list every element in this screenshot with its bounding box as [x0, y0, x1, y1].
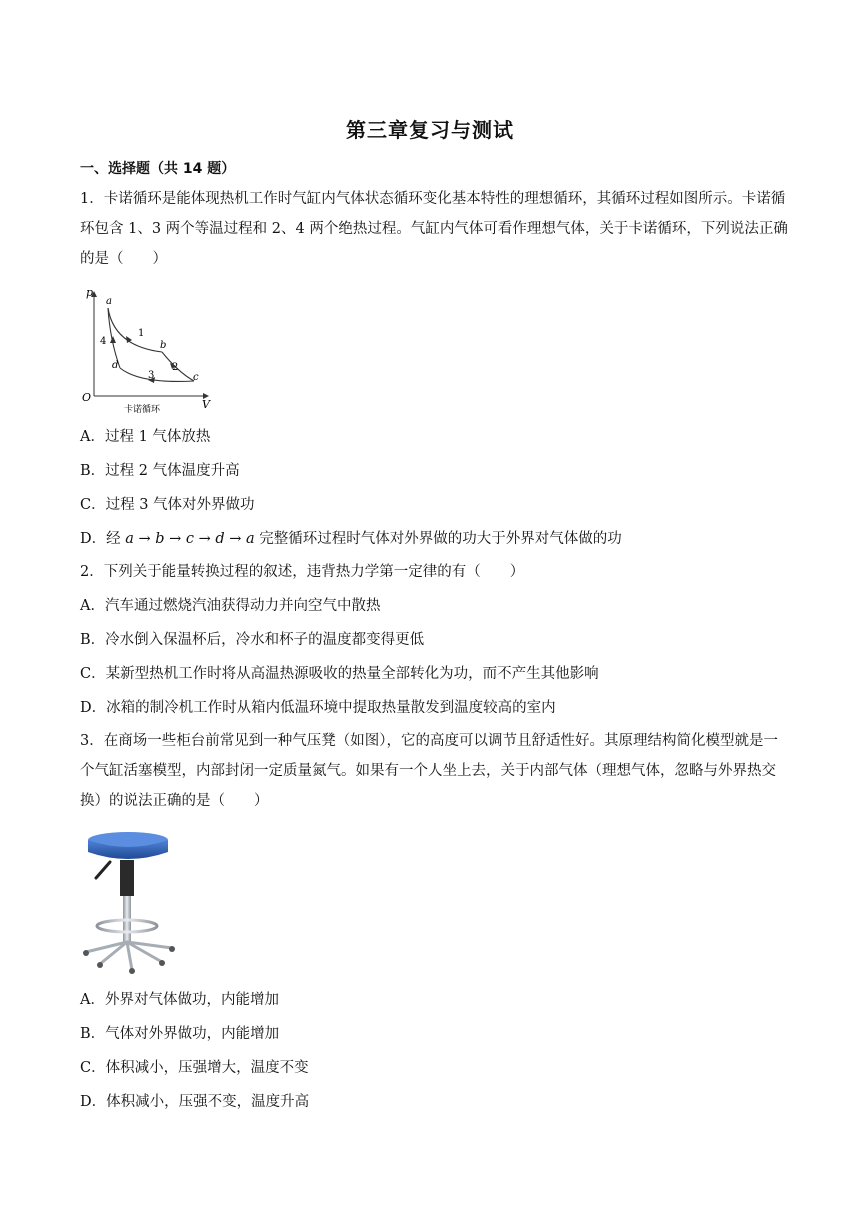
q2-option-c: C．某新型热机工作时将从高温热源吸收的热量全部转化为功，而不产生其他影响	[80, 666, 599, 682]
q3-option-b: B．气体对外界做功，内能增加	[80, 1026, 280, 1042]
q1-option-d-suffix: 完整循环过程时气体对外界做的功大于外界对气体做的功	[254, 531, 622, 547]
label-1: 1	[138, 328, 145, 339]
label-p: p	[86, 286, 94, 299]
curve-3-isotherm	[120, 368, 194, 381]
q1-option-b: B．过程 2 气体温度升高	[80, 463, 240, 479]
label-3: 3	[148, 370, 155, 381]
q1-option-d-path: a → b → c → d → a	[125, 531, 255, 547]
caster	[97, 962, 103, 968]
caster	[169, 946, 175, 952]
figure-caption: 卡诺循环	[124, 405, 161, 415]
section-heading: 一、选择题（共 14 题）	[80, 161, 236, 177]
q2-option-a: A．汽车通过燃烧汽油获得动力并向空气中散热	[80, 598, 381, 614]
label-d: d	[112, 360, 119, 371]
caster	[159, 960, 165, 966]
label-2: 2	[172, 362, 179, 373]
carnot-cycle-diagram	[80, 284, 220, 416]
label-c: c	[193, 372, 199, 383]
caster	[83, 950, 89, 956]
q1-option-a: A．过程 1 气体放热	[80, 429, 211, 445]
q1-option-c: C．过程 3 气体对外界做功	[80, 497, 255, 513]
label-b: b	[160, 340, 167, 351]
q3-option-c: C．体积减小，压强增大，温度不变	[80, 1060, 309, 1076]
arrow-4	[110, 336, 116, 343]
height-lever	[96, 862, 110, 878]
q3-option-a: A．外界对气体做功，内能增加	[80, 992, 279, 1008]
gas-cylinder-cover	[120, 860, 134, 896]
q2-option-b: B．冷水倒入保温杯后，冷水和杯子的温度都变得更低	[80, 632, 425, 648]
label-a: a	[106, 296, 112, 307]
q1-option-d	[80, 529, 622, 549]
label-v: V	[202, 398, 210, 411]
curve-1-isotherm	[108, 308, 162, 352]
label-origin: O	[82, 391, 92, 404]
q3-option-d: D．体积减小，压强不变，温度升高	[80, 1094, 310, 1110]
pneumatic-stool-image	[80, 830, 180, 976]
question-1-stem: 1．卡诺循环是能体现热机工作时气缸内气体状态循环变化基本特性的理想循环，其循环过程如图所示。卡诺循环包含 1、3 两个等温过程和 2、4 两个绝热过程。气缸内气体可看作理想气体，关于卡诺循环，下列说法正确的是（ ）	[80, 191, 788, 267]
q2-option-d: D．冰箱的制冷机工作时从箱内低温环境中提取热量散发到温度较高的室内	[80, 700, 556, 716]
question-3-stem: 3．在商场一些柜台前常见到一种气压凳（如图），它的高度可以调节且舒适性好。其原理结构简化模型就是一个气缸活塞模型，内部封闭一定质量氮气。如果有一个人坐上去，关于内部气体（理想气体，忽略与外界热交换）的说法正确的是（ ）	[80, 733, 778, 809]
caster	[129, 968, 135, 974]
q1-option-d-prefix: D．经	[80, 531, 126, 547]
question-2-stem: 2．下列关于能量转换过程的叙述，违背热力学第一定律的有（ ）	[80, 564, 525, 580]
label-4: 4	[100, 336, 107, 347]
page-title: 第三章复习与测试	[346, 118, 514, 142]
